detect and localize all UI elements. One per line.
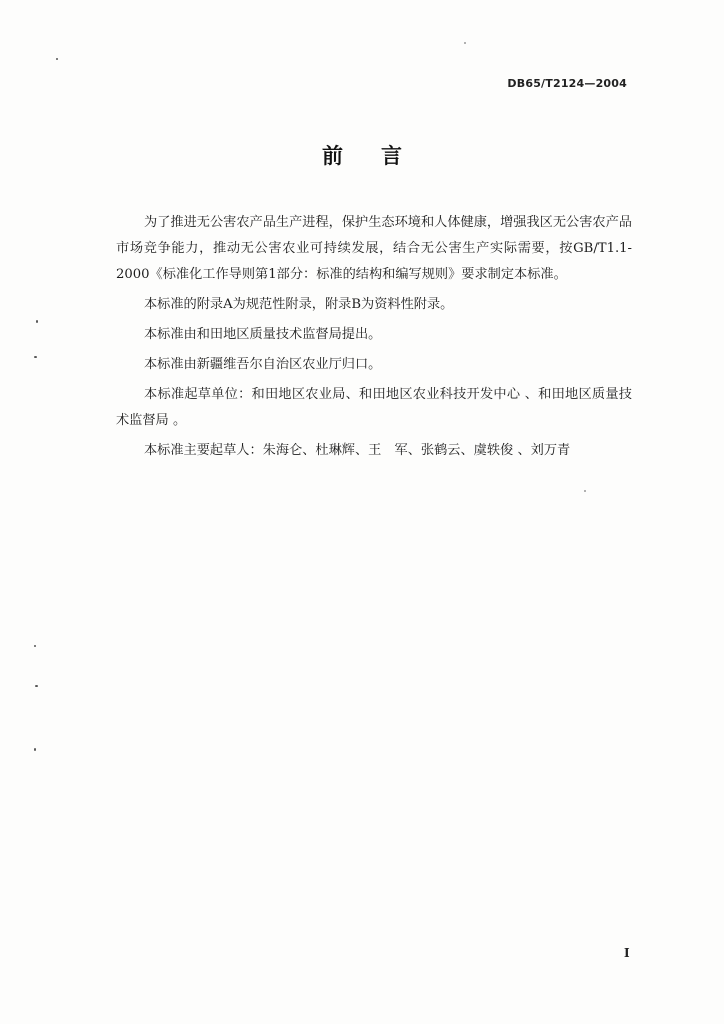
paragraph-administrator: 本标准由新疆维吾尔自治区农业厅归口。	[144, 357, 382, 372]
paragraph-drafters: 本标准主要起草人：朱海仑、杜琳辉、王 军、张鹤云、虞轶俊 、刘万青	[144, 443, 571, 458]
scan-speck	[35, 685, 38, 687]
scan-speck	[56, 58, 58, 60]
scan-speck	[36, 320, 38, 323]
paragraph-purpose: 为了推进无公害农产品生产进程，保护生态环境和人体健康，增强我区无公害农产品市场竞争能力，推动无公害农业可持续发展，结合无公害生产实际需要，按GB/T1.1-2000《标准化工作导则第1部分：标准的结构和编写规则》要求制定本标准。	[116, 215, 632, 282]
page-title: 前言	[322, 144, 440, 168]
paragraph-drafting-units: 本标准起草单位：和田地区农业局、和田地区农业科技开发中心 、和田地区质量技术监督局 。	[116, 387, 632, 428]
scan-speck	[464, 42, 466, 44]
standard-code: DB65/T2124—2004	[507, 77, 627, 90]
foreword-body	[116, 210, 632, 468]
scan-speck	[584, 490, 586, 492]
paragraph-appendix: 本标准的附录A为规范性附录，附录B为资料性附录。	[144, 297, 454, 312]
scan-speck	[34, 645, 36, 647]
page-number: I	[624, 946, 630, 960]
paragraph-proposer: 本标准由和田地区质量技术监督局提出。	[144, 327, 382, 342]
scan-speck	[34, 356, 37, 358]
scan-speck	[34, 748, 36, 751]
